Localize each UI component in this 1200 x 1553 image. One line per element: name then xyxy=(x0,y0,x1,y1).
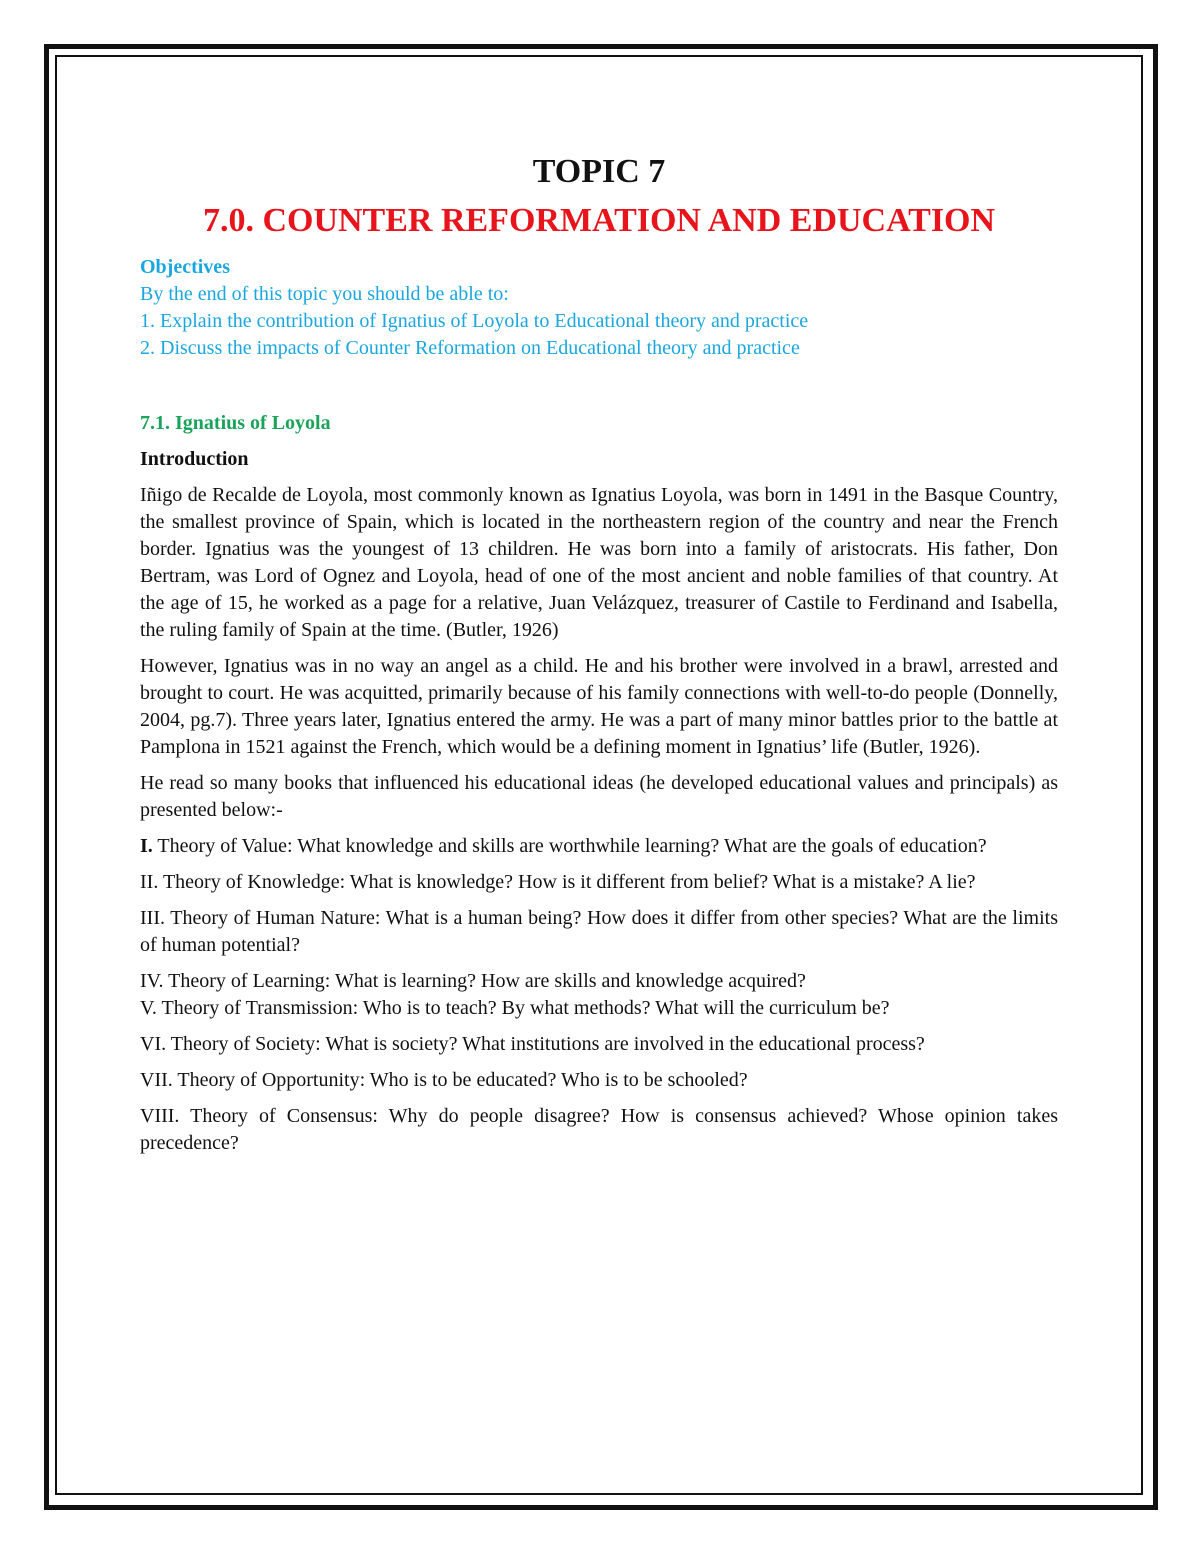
paragraph-3: He read so many books that influenced his educational ideas (he developed educational values and principals) as presented below:- xyxy=(140,772,1058,821)
theory-text: Theory of Consensus: Why do people disagree? How is consensus achieved? Whose opinion takes precedence? xyxy=(140,1105,1058,1154)
paragraph-2: However, Ignatius was in no way an angel as a child. He and his brother were involved in a brawl, arrested and brought to court. He was acquitted, primarily because of his family connections with well-to-do people (Donnelly, 2004, pg.7). Three years later, Ignatius entered the army. He was a part of many minor battles prior to the battle at Pamplona in 1521 against the French, which would be a defining moment in Ignatius’ life (Butler, 1926). xyxy=(140,655,1058,758)
theory-numeral: III. xyxy=(140,907,165,929)
paragraph-1: Iñigo de Recalde de Loyola, most commonly known as Ignatius Loyola, was born in 1491 in the Basque Country, the smallest province of Spain, which is located in the northeastern region of the country and near the French border. Ignatius was the youngest of 13 children. He was born into a family of aristocrats. His father, Don Bertram, was Lord of Ognez and Loyola, head of one of the most ancient and noble families of that country. At the age of 15, he worked as a page for a relative, Juan Velázquez, treasurer of Castile to Ferdinand and Isabella, the ruling family of Spain at the time. (Butler, 1926) xyxy=(140,484,1058,641)
theory-numeral: VIII. xyxy=(140,1105,180,1127)
theory-numeral: VII. xyxy=(140,1069,173,1091)
introduction-heading: Introduction xyxy=(140,448,249,470)
topic-heading: TOPIC 7 xyxy=(532,153,666,190)
theory-item xyxy=(140,968,1058,995)
section-heading: 7.1. Ignatius of Loyola xyxy=(140,412,331,434)
theory-numeral: VI. xyxy=(140,1033,167,1055)
theory-item xyxy=(140,833,1058,860)
theory-item xyxy=(140,905,1058,959)
objectives-intro: By the end of this topic you should be able to: xyxy=(140,283,509,305)
theory-item xyxy=(140,1103,1058,1157)
theory-numeral: I. xyxy=(140,835,153,857)
theory-numeral: II. xyxy=(140,871,159,893)
theory-text: Theory of Knowledge: What is knowledge? How is it different from belief? What is a mistake? A lie? xyxy=(158,871,976,893)
theory-item xyxy=(140,869,1058,896)
theory-text: Theory of Transmission: Who is to teach? By what methods? What will the curriculum be? xyxy=(156,997,890,1019)
theory-item xyxy=(140,1067,1058,1094)
objectives-heading: Objectives xyxy=(140,256,230,278)
theory-text: Theory of Society: What is society? What institutions are involved in the educational process? xyxy=(166,1033,925,1055)
theory-text: Theory of Human Nature: What is a human being? How does it differ from other species? What are the limits of human potential? xyxy=(140,907,1058,956)
theory-text: Theory of Learning: What is learning? How are skills and knowledge acquired? xyxy=(163,970,806,992)
objectives-block xyxy=(140,254,1058,362)
objective-item-1: 1. Explain the contribution of Ignatius of Loyola to Educational theory and practice xyxy=(140,310,809,332)
theory-text: Theory of Opportunity: Who is to be educated? Who is to be schooled? xyxy=(172,1069,748,1091)
theory-numeral: V. xyxy=(140,997,157,1019)
theory-item xyxy=(140,995,1058,1022)
page-title: 7.0. COUNTER REFORMATION AND EDUCATION xyxy=(202,202,996,239)
theory-item xyxy=(140,1031,1058,1058)
objective-item-2: 2. Discuss the impacts of Counter Reformation on Educational theory and practice xyxy=(140,337,800,359)
theory-numeral: IV. xyxy=(140,970,164,992)
document-body xyxy=(140,150,1058,1166)
theory-text: Theory of Value: What knowledge and skills are worthwhile learning? What are the goals of education? xyxy=(152,835,987,857)
